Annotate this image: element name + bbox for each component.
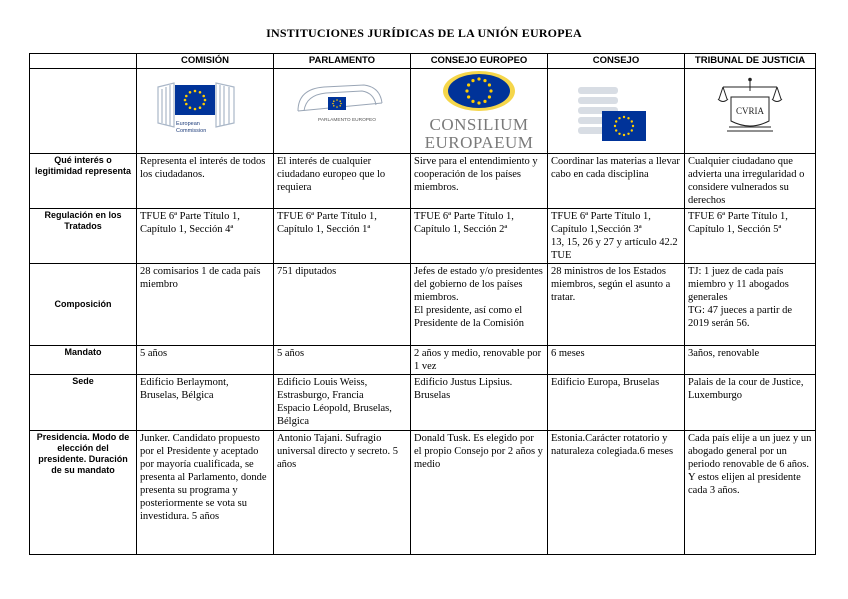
table-cell: 28 comisarios 1 de cada país miembro <box>137 264 274 346</box>
row-label-interes: Qué interés o legitimidad representa <box>30 154 137 209</box>
row-label-composicion: Composición <box>30 264 137 346</box>
header-comision: COMISIÓN <box>137 54 274 69</box>
table-cell: TFUE 6ª Parte Título 1, Capítulo 1, Sección 2ª <box>411 209 548 264</box>
court-logo-cell <box>685 69 816 154</box>
european-council-logo <box>419 70 539 152</box>
table-cell: TFUE 6ª Parte Título 1, Capítulo 1, Sección 4ª <box>137 209 274 264</box>
table-cell: TFUE 6ª Parte Título 1, Capítulo 1, Sección 5ª <box>685 209 816 264</box>
table-cell: TFUE 6ª Parte Título 1, Capítulo 1,Sección 3ª 13, 15, 26 y 27 y artículo 42.2 TUE <box>548 209 685 264</box>
table-cell: Antonio Tajani. Sufragio universal directo y secreto. 5 años <box>274 431 411 555</box>
table-cell: TFUE 6ª Parte Título 1, Capítulo 1, Sección 1ª <box>274 209 411 264</box>
table-cell: Cada país elije a un juez y un abogado general por un periodo renovable de 6 años. Y estos elijen al presidente cada 3 años. <box>685 431 816 555</box>
table-cell: Sirve para el entendimiento y cooperación de los países miembros. <box>411 154 548 209</box>
table-row <box>30 346 816 375</box>
court-logo-text: CVRIA <box>735 106 765 116</box>
row-label-presidencia: Presidencia. Modo de elección del presidente. Duración de su mandato <box>30 431 137 555</box>
table-cell: 2 años y medio, renovable por 1 vez <box>411 346 548 375</box>
council-logo <box>576 81 656 147</box>
header-row <box>30 54 816 69</box>
table-cell: Jefes de estado y/o presidentes del gobierno de los países miembros. El presidente, así como el Presidente de la Comisión <box>411 264 548 346</box>
court-logo <box>715 77 785 135</box>
table-cell: El interés de cualquier ciudadano europeo que lo requiera <box>274 154 411 209</box>
council-logo-cell <box>548 69 685 154</box>
logo-row <box>30 69 816 154</box>
header-parlamento: PARLAMENTO <box>274 54 411 69</box>
row-label-regulacion: Regulación en los Tratados <box>30 209 137 264</box>
table-cell: Donald Tusk. Es elegido por el propio Consejo por 2 años y medio <box>411 431 548 555</box>
table-cell: Estonia.Carácter rotatorio y naturaleza colegiada.6 meses <box>548 431 685 555</box>
parliament-logo-cell <box>274 69 411 154</box>
table-cell: Representa el interés de todos los ciudadanos. <box>137 154 274 209</box>
table-cell: 751 diputados <box>274 264 411 346</box>
logo-empty <box>30 69 137 154</box>
table-cell: Edificio Berlaymont, Bruselas, Bélgica <box>137 375 274 431</box>
header-consejo: CONSEJO <box>548 54 685 69</box>
header-empty <box>30 54 137 69</box>
european-council-logo-cell <box>411 69 548 154</box>
table-cell: 6 meses <box>548 346 685 375</box>
table-cell: Edificio Justus Lipsius. Bruselas <box>411 375 548 431</box>
table-cell: Junker. Candidato propuesto por el Presidente y aceptado por mayoría cualificada, se presenta al Parlamento, donde presenta su programa y posteriormente se vota su investidura. 5 años <box>137 431 274 555</box>
table-row <box>30 264 816 346</box>
commission-logo-text-1: European <box>176 121 200 127</box>
parliament-logo-text: PARLAMENTO EUROPEO <box>318 118 376 123</box>
row-label-mandato: Mandato <box>30 346 137 375</box>
table-cell: Palais de la cour de Justice, Luxemburgo <box>685 375 816 431</box>
commission-logo-cell <box>137 69 274 154</box>
institutions-table <box>29 53 816 555</box>
commission-logo-text-2: Commission <box>176 128 207 134</box>
european-council-logo-text-1: CONSILIUM <box>429 115 529 134</box>
table-cell: 3años, renovable <box>685 346 816 375</box>
commission-logo <box>154 81 236 145</box>
document-title: INSTITUCIONES JURÍDICAS DE LA UNIÓN EUROPEA <box>266 26 582 40</box>
european-council-logo-text-2: EUROPAEUM <box>424 133 534 152</box>
table-cell: TJ: 1 juez de cada país miembro y 11 abogados generales TG: 47 jueces a partir de 2019 serán 56. <box>685 264 816 346</box>
header-consejo-europeo: CONSEJO EUROPEO <box>411 54 548 69</box>
table-cell: 28 ministros de los Estados miembros, según el asunto a tratar. <box>548 264 685 346</box>
table-cell: Coordinar las materias a llevar cabo en cada disciplina <box>548 154 685 209</box>
table-cell: Edificio Louis Weiss, Estrasburgo, Francia Espacio Léopold, Bruselas, Bélgica <box>274 375 411 431</box>
table-cell: Cualquier ciudadano que advierta una irregularidad o considere vulnerados su derechos <box>685 154 816 209</box>
table-cell: Edificio Europa, Bruselas <box>548 375 685 431</box>
table-row <box>30 375 816 431</box>
table-row <box>30 154 816 209</box>
header-tribunal: TRIBUNAL DE JUSTICIA <box>685 54 816 69</box>
table-row <box>30 431 816 555</box>
parliament-logo <box>294 81 386 137</box>
table-cell: 5 años <box>137 346 274 375</box>
table-row <box>30 209 816 264</box>
table-cell: 5 años <box>274 346 411 375</box>
row-label-sede: Sede <box>30 375 137 431</box>
